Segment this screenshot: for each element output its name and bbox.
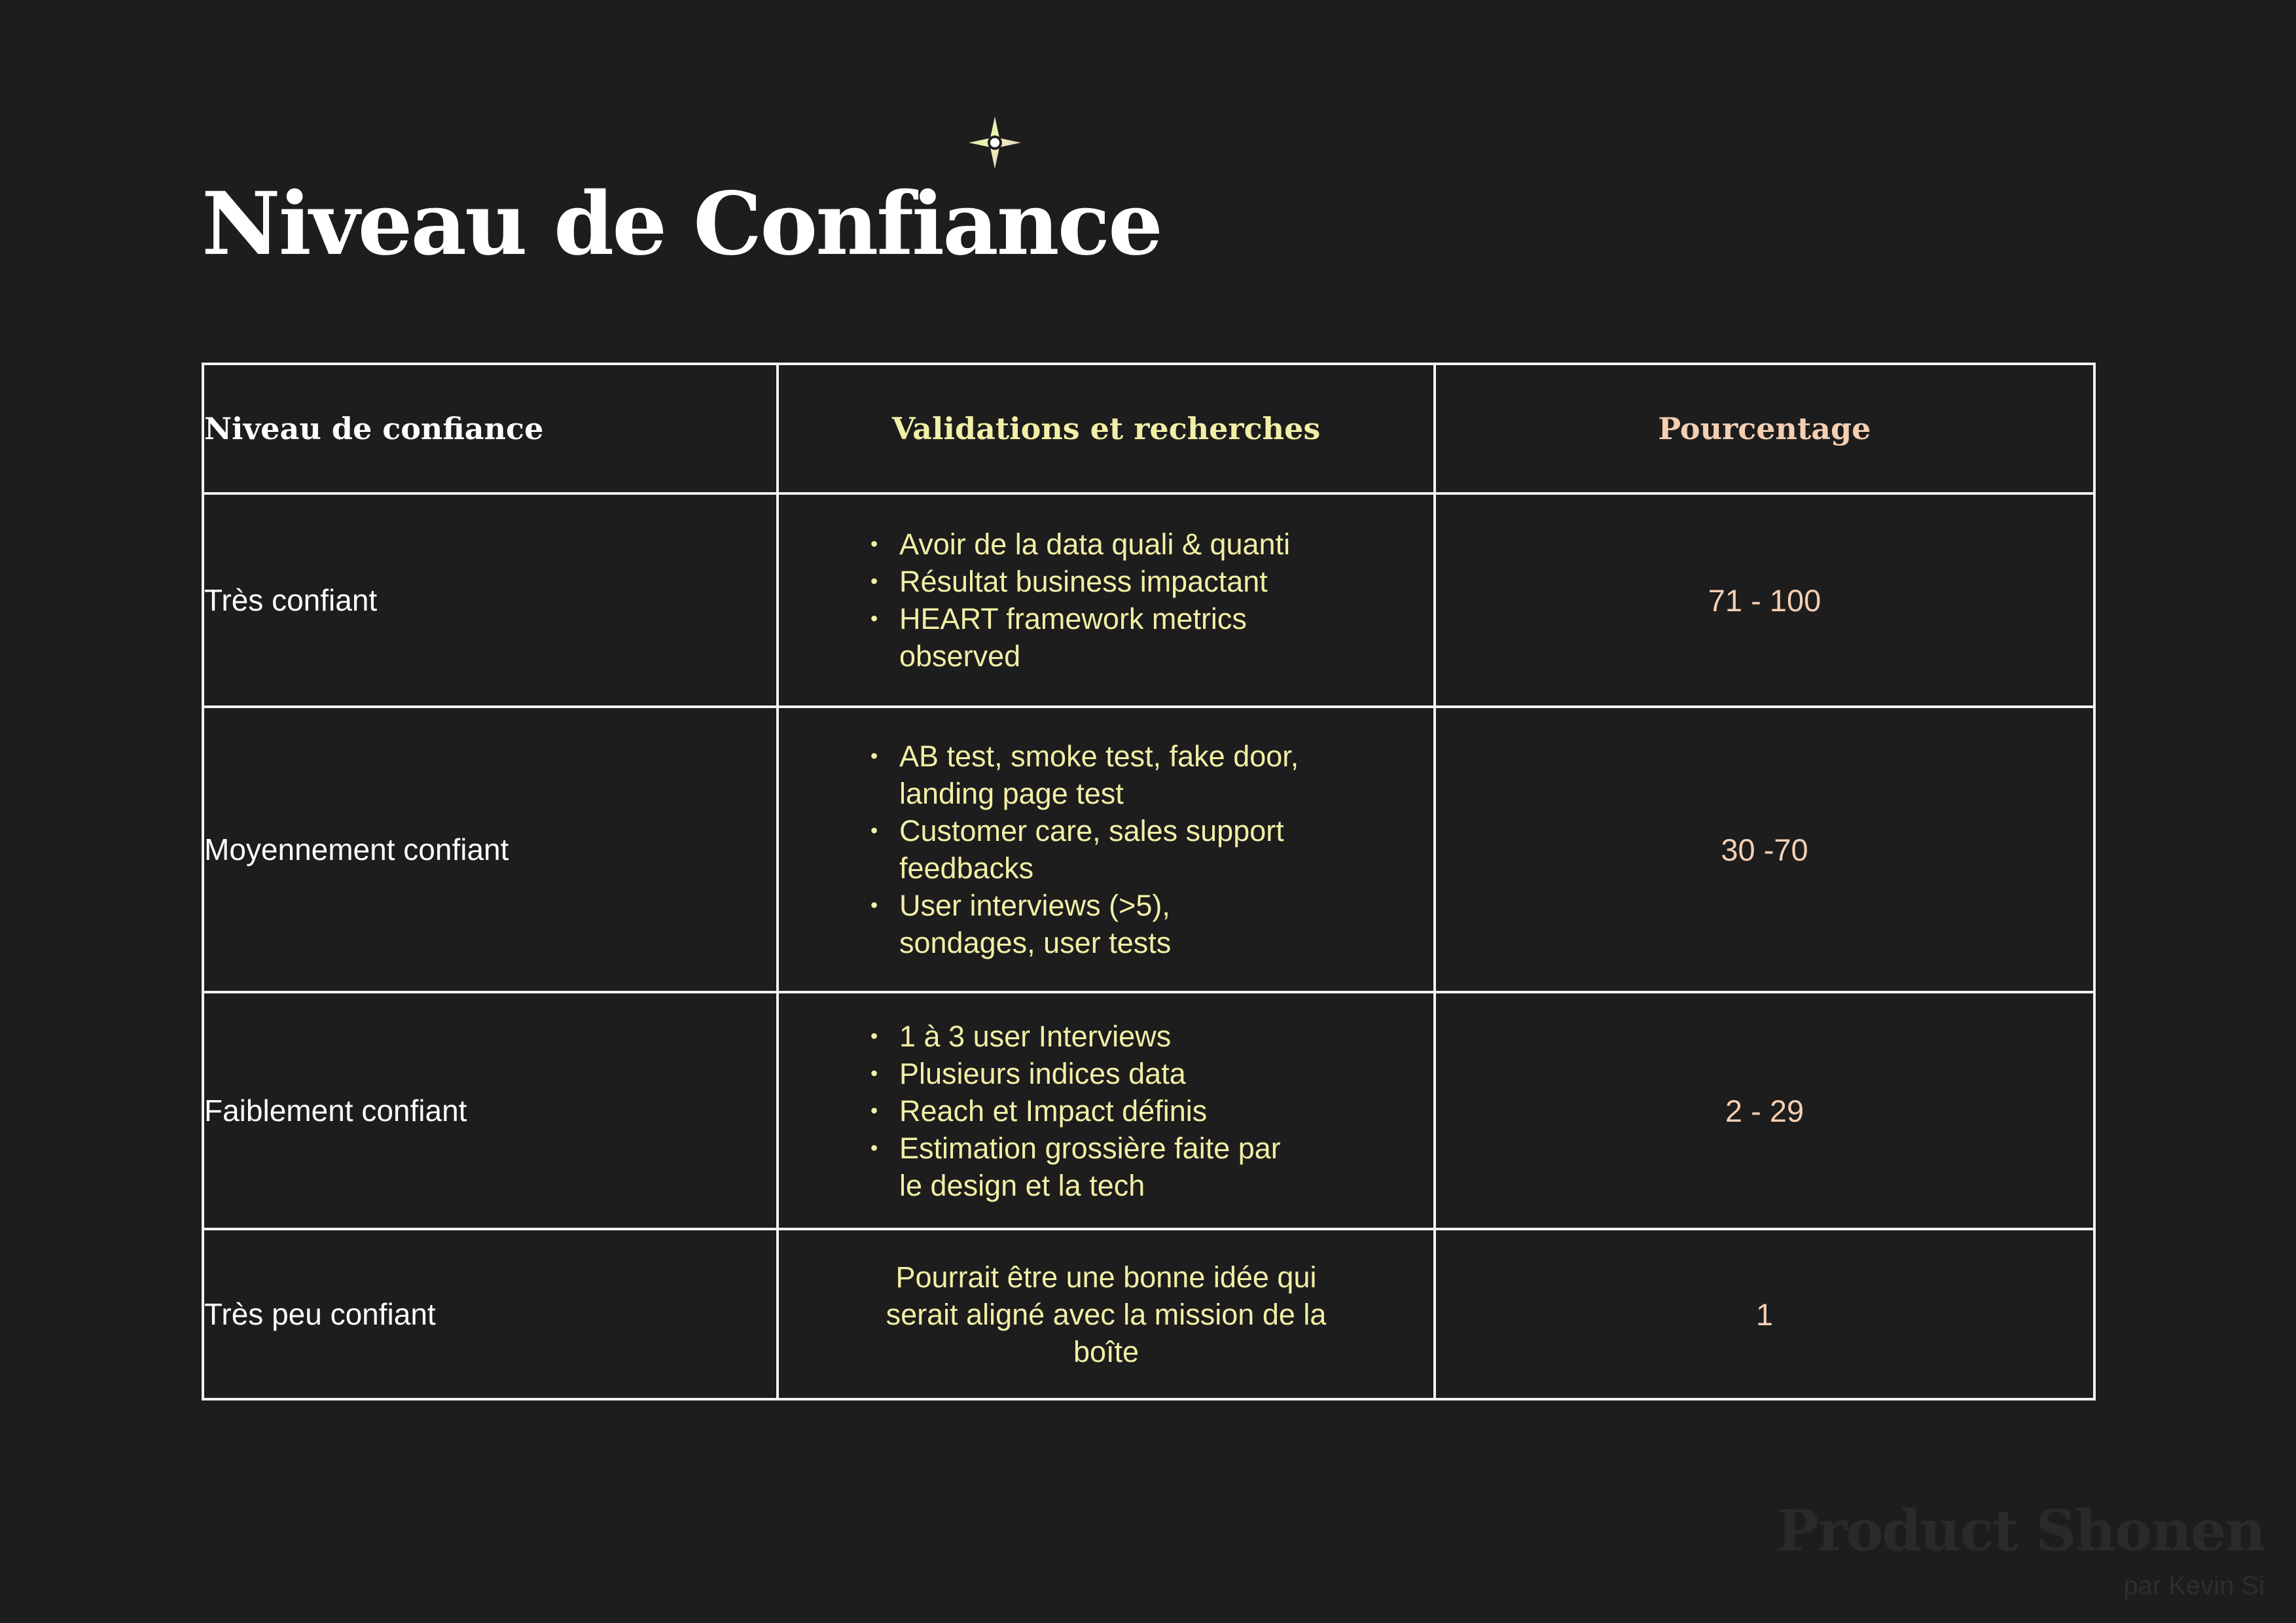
validation-text: Pourrait être une bonne idée qui serait aligné avec la mission de la boîte [886,1260,1327,1368]
percentage-cell: 2 - 29 [1435,992,2094,1229]
list-item: • Avoir de la data quali & quanti [870,526,1302,563]
table-row [203,992,2094,1229]
level-cell: Moyennement confiant [203,707,778,992]
validations-list [870,1018,1302,1204]
header-percentage: Pourcentage [1435,364,2094,493]
sparkle-icon [967,115,1022,170]
percentage-cell: 30 -70 [1435,707,2094,992]
validations-cell [778,493,1435,707]
list-item: • Customer care, sales support feedbacks [870,812,1302,887]
confidence-table [202,363,2096,1400]
header-level: Niveau de confiance [203,364,778,493]
list-item: • HEART framework metrics observed [870,600,1302,675]
table-header-row [203,364,2094,493]
table-row [203,707,2094,992]
validations-cell [778,992,1435,1229]
list-item: • Reach et Impact définis [870,1092,1302,1130]
list-item: • Estimation grossière faite par le design et la tech [870,1130,1302,1204]
validations-list [870,738,1302,961]
author-credit: par Kevin Si [2123,1571,2265,1600]
level-cell: Très peu confiant [203,1229,778,1399]
page-title: Niveau de Confiance [202,173,1162,275]
header-validations: Validations et recherches [778,364,1435,493]
percentage-cell: 71 - 100 [1435,493,2094,707]
list-item: • Plusieurs indices data [870,1055,1302,1092]
table-row [203,493,2094,707]
level-cell: Très confiant [203,493,778,707]
validations-cell [778,707,1435,992]
list-item: • AB test, smoke test, fake door, landing page test [870,738,1302,812]
list-item: • Résultat business impactant [870,563,1302,600]
brand-watermark: Product Shonen [1776,1498,2265,1564]
validations-list [870,526,1302,675]
list-item: • 1 à 3 user Interviews [870,1018,1302,1055]
percentage-cell: 1 [1435,1229,2094,1399]
table-row [203,1229,2094,1399]
level-cell: Faiblement confiant [203,992,778,1229]
list-item: • User interviews (>5), sondages, user tests [870,887,1302,961]
validations-cell [778,1229,1435,1399]
